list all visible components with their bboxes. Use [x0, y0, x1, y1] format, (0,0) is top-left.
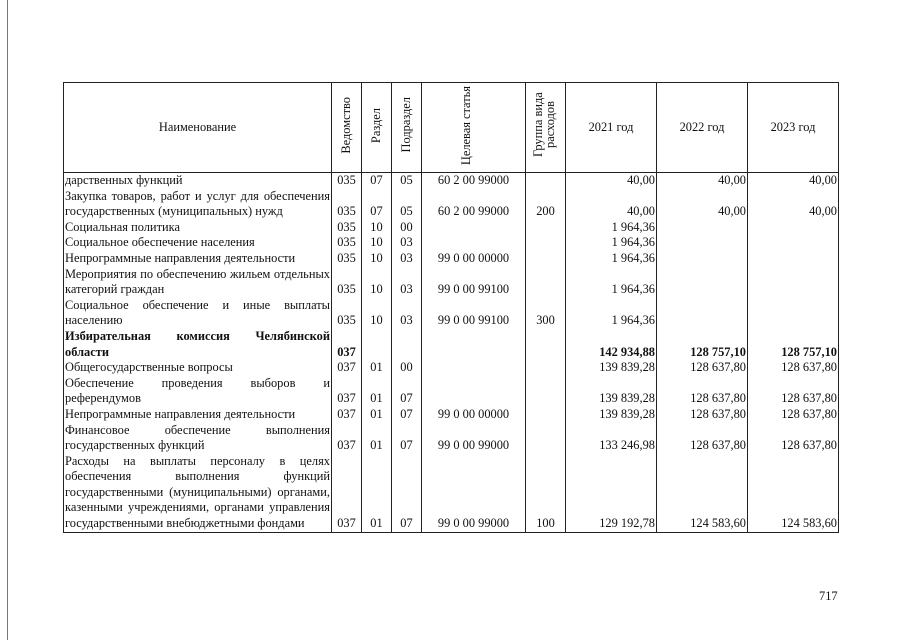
value-2021-cell: 139 839,28: [566, 407, 657, 423]
podrazdel-cell: 03: [392, 298, 422, 329]
razdel-cell: 01: [362, 454, 392, 532]
name-cell: Расходы на выплаты персоналу в целях обеспечения выполнения функций государственными (муниципальными) органами, казенными учреждениями, органами управления государственными внебюджетными фондами: [64, 454, 332, 532]
celevaya-cell: [422, 220, 526, 236]
value-2021-cell: 1 964,36: [566, 251, 657, 267]
celevaya-cell: 99 0 00 99100: [422, 298, 526, 329]
gruppa-cell: [526, 251, 566, 267]
header-name: Наименование: [64, 83, 332, 173]
header-vedomstvo: Ведомство: [332, 83, 362, 173]
name-cell: Социальное обеспечение населения: [64, 235, 332, 251]
podrazdel-cell: 03: [392, 235, 422, 251]
table-row: [64, 220, 839, 236]
value-2023-cell: 124 583,60: [748, 454, 839, 532]
value-2022-cell: [657, 251, 748, 267]
header-razdel: Раздел: [362, 83, 392, 173]
razdel-cell: 01: [362, 423, 392, 454]
razdel-cell: 01: [362, 360, 392, 376]
razdel-cell: 10: [362, 251, 392, 267]
vedomstvo-cell: 035: [332, 235, 362, 251]
podrazdel-cell: 07: [392, 423, 422, 454]
table-row: [64, 329, 839, 360]
razdel-cell: 10: [362, 298, 392, 329]
table-row: [64, 298, 839, 329]
value-2023-cell: 40,00: [748, 189, 839, 220]
gruppa-cell: [526, 360, 566, 376]
razdel-cell: 07: [362, 189, 392, 220]
value-2022-cell: 128 637,80: [657, 360, 748, 376]
razdel-cell: 10: [362, 220, 392, 236]
podrazdel-cell: 05: [392, 189, 422, 220]
table-row: [64, 189, 839, 220]
celevaya-cell: [422, 376, 526, 407]
value-2021-cell: 142 934,88: [566, 329, 657, 360]
name-cell: Непрограммные направления деятельности: [64, 251, 332, 267]
razdel-cell: 07: [362, 173, 392, 189]
name-cell: Избирательная комиссия Челябинской области: [65, 328, 330, 359]
value-2022-cell: 128 637,80: [657, 423, 748, 454]
value-2021-cell: 133 246,98: [566, 423, 657, 454]
gruppa-cell: [526, 173, 566, 189]
celevaya-cell: 99 0 00 00000: [422, 251, 526, 267]
razdel-cell: [362, 329, 392, 360]
budget-table: [63, 82, 839, 533]
celevaya-cell: [422, 360, 526, 376]
table-row: [64, 376, 839, 407]
vedomstvo-cell: 037: [332, 454, 362, 532]
value-2022-cell: 124 583,60: [657, 454, 748, 532]
name-cell: Общегосударственные вопросы: [64, 360, 332, 376]
gruppa-cell: [526, 235, 566, 251]
vedomstvo-cell: 035: [332, 267, 362, 298]
value-2022-cell: [657, 298, 748, 329]
table-row: [64, 360, 839, 376]
table-row: [64, 267, 839, 298]
vedomstvo-cell: 037: [332, 360, 362, 376]
podrazdel-cell: 05: [392, 173, 422, 189]
value-2023-cell: [748, 235, 839, 251]
table-row: [64, 423, 839, 454]
value-2021-cell: 1 964,36: [566, 235, 657, 251]
podrazdel-cell: 07: [392, 407, 422, 423]
name-cell: Закупка товаров, работ и услуг для обеспечения государственных (муниципальных) нужд: [65, 188, 330, 219]
value-2021-cell: 1 964,36: [566, 298, 657, 329]
value-2023-cell: 128 757,10: [748, 329, 839, 360]
value-2022-cell: [657, 220, 748, 236]
table-row: [64, 454, 839, 532]
vedomstvo-cell: 035: [332, 173, 362, 189]
vedomstvo-cell: 035: [332, 220, 362, 236]
gruppa-cell: [526, 407, 566, 423]
page-number: 717: [819, 589, 838, 603]
name-cell: дарственных функций: [64, 173, 332, 189]
vedomstvo-cell: 035: [332, 189, 362, 220]
value-2022-cell: 40,00: [657, 189, 748, 220]
table-body: [64, 173, 839, 533]
razdel-cell: 01: [362, 376, 392, 407]
value-2021-cell: 139 839,28: [566, 376, 657, 407]
podrazdel-cell: 07: [392, 454, 422, 532]
razdel-cell: 01: [362, 407, 392, 423]
gruppa-cell: [526, 267, 566, 298]
value-2021-cell: 1 964,36: [566, 267, 657, 298]
gruppa-cell: 300: [526, 298, 566, 329]
value-2022-cell: 128 757,10: [657, 329, 748, 360]
vedomstvo-cell: 037: [332, 376, 362, 407]
table-header: [64, 83, 839, 173]
celevaya-cell: 99 0 00 99000: [422, 423, 526, 454]
header-podrazdel: Подраздел: [392, 83, 422, 173]
table-row: [64, 173, 839, 189]
value-2022-cell: [657, 267, 748, 298]
podrazdel-cell: 03: [392, 251, 422, 267]
value-2023-cell: [748, 251, 839, 267]
podrazdel-cell: 00: [392, 360, 422, 376]
value-2023-cell: 128 637,80: [748, 423, 839, 454]
podrazdel-cell: 00: [392, 220, 422, 236]
vedomstvo-cell: 037: [332, 407, 362, 423]
value-2021-cell: 40,00: [566, 189, 657, 220]
value-2022-cell: [657, 235, 748, 251]
value-2023-cell: 40,00: [748, 173, 839, 189]
value-2023-cell: [748, 267, 839, 298]
value-2023-cell: [748, 298, 839, 329]
value-2023-cell: 128 637,80: [748, 360, 839, 376]
value-2022-cell: 40,00: [657, 173, 748, 189]
header-2021: 2021 год: [566, 83, 657, 173]
value-2021-cell: 129 192,78: [566, 454, 657, 532]
celevaya-cell: 99 0 00 00000: [422, 407, 526, 423]
value-2022-cell: 128 637,80: [657, 376, 748, 407]
celevaya-cell: 60 2 00 99000: [422, 173, 526, 189]
gruppa-cell: [526, 220, 566, 236]
name-cell: Мероприятия по обеспечению жильем отдельных категорий граждан: [65, 266, 330, 297]
vedomstvo-cell: 035: [332, 298, 362, 329]
razdel-cell: 10: [362, 235, 392, 251]
podrazdel-cell: 07: [392, 376, 422, 407]
value-2022-cell: 128 637,80: [657, 407, 748, 423]
podrazdel-cell: 03: [392, 267, 422, 298]
value-2023-cell: [748, 220, 839, 236]
header-gruppa: Группа вида расходов: [526, 83, 566, 173]
header-2022: 2022 год: [657, 83, 748, 173]
header-celevaya: Целевая статья: [422, 83, 526, 173]
table-row: [64, 251, 839, 267]
value-2023-cell: 128 637,80: [748, 376, 839, 407]
value-2021-cell: 1 964,36: [566, 220, 657, 236]
gruppa-cell: 200: [526, 189, 566, 220]
name-cell: Обеспечение проведения выборов и референдумов: [65, 375, 330, 406]
gruppa-cell: [526, 376, 566, 407]
name-cell: Непрограммные направления деятельности: [64, 407, 332, 423]
name-cell: Социальная политика: [64, 220, 332, 236]
gruppa-cell: 100: [526, 454, 566, 532]
header-2023: 2023 год: [748, 83, 839, 173]
table-row: [64, 235, 839, 251]
vedomstvo-cell: 037: [332, 329, 362, 360]
name-cell: Социальное обеспечение и иные выплаты населению: [65, 297, 330, 328]
celevaya-cell: [422, 329, 526, 360]
vedomstvo-cell: 035: [332, 251, 362, 267]
page-edge-line: [7, 0, 8, 640]
celevaya-cell: 60 2 00 99000: [422, 189, 526, 220]
vedomstvo-cell: 037: [332, 423, 362, 454]
razdel-cell: 10: [362, 267, 392, 298]
celevaya-cell: 99 0 00 99100: [422, 267, 526, 298]
name-cell: Финансовое обеспечение выполнения государственных функций: [65, 422, 330, 453]
table-row: [64, 407, 839, 423]
podrazdel-cell: [392, 329, 422, 360]
value-2023-cell: 128 637,80: [748, 407, 839, 423]
gruppa-cell: [526, 329, 566, 360]
celevaya-cell: 99 0 00 99000: [422, 454, 526, 532]
value-2021-cell: 139 839,28: [566, 360, 657, 376]
celevaya-cell: [422, 235, 526, 251]
value-2021-cell: 40,00: [566, 173, 657, 189]
gruppa-cell: [526, 423, 566, 454]
